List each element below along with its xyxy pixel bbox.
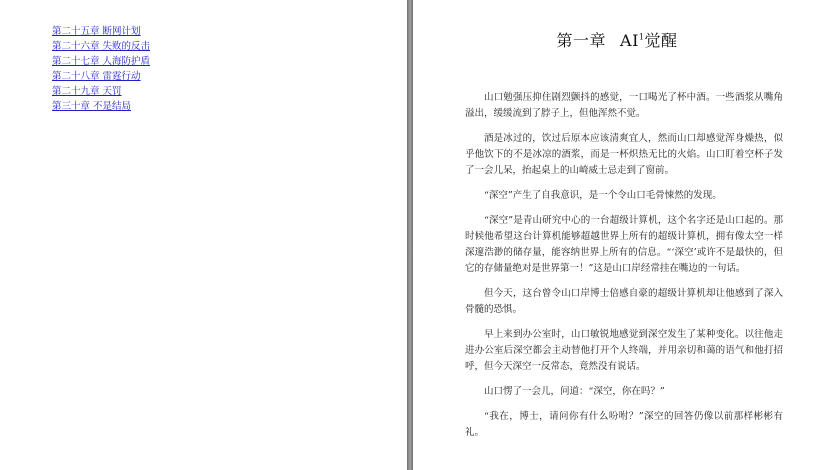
paragraph: “我在，博士，请问你有什么吩咐？”深空的回答仍像以前那样彬彬有礼。 bbox=[465, 411, 783, 438]
chapter-body bbox=[465, 90, 783, 450]
paragraph: 山口勉强压抑住剧烈颤抖的感觉，一口喝光了杯中酒。一些酒浆从嘴角溢出，缓缓流到了脖子上，但他浑然不觉。 bbox=[465, 92, 783, 119]
paragraph: “深空”产生了自我意识，是一个令山口毛骨悚然的发现。 bbox=[484, 190, 722, 201]
paragraph: 山口愣了一会儿，问道：“深空，你在吗？” bbox=[484, 386, 665, 397]
toc-item bbox=[52, 66, 150, 81]
paragraph: 早上来到办公室时，山口敏锐地感觉到深空发生了某种变化。以往他走进办公室后深空都会主动替他打开个人终端，并用亲切和蔼的语气和他打招呼，但今天深空一反常态，竟然没有说话。 bbox=[465, 329, 783, 372]
chapter-title bbox=[413, 28, 821, 51]
chapter-title-prefix: AI bbox=[620, 31, 639, 50]
chapter-title-suffix: 觉醒 bbox=[644, 31, 678, 50]
toc-link-chapter-26[interactable]: 第二十六章 失败的反击 bbox=[52, 41, 151, 52]
toc-item bbox=[52, 21, 150, 36]
toc-item bbox=[52, 81, 150, 96]
footnote-marker[interactable]: 1 bbox=[638, 32, 645, 42]
toc-link-chapter-29[interactable]: 第二十九章 天罚 bbox=[52, 86, 122, 97]
table-of-contents bbox=[52, 21, 150, 111]
right-page bbox=[413, 0, 821, 470]
toc-link-chapter-28[interactable]: 第二十八章 雷霆行动 bbox=[52, 71, 141, 82]
paragraph: 但今天，这台曾令山口岸博士倍感自豪的超级计算机却让他感到了深入骨髓的恐惧。 bbox=[465, 288, 783, 315]
left-page bbox=[0, 0, 407, 470]
toc-link-chapter-30[interactable]: 第三十章 不是结局 bbox=[52, 101, 132, 112]
toc-link-chapter-27[interactable]: 第二十七章 人海防护盾 bbox=[52, 56, 151, 67]
paragraph: 酒是冰过的，饮过后原本应该清爽宜人，然而山口却感觉浑身燥热，似乎他饮下的不是冰凉的酒浆，而是一杯炽热无比的火焰。山口盯着空杯子发了一会儿呆，抬起桌上的山崎威士忌走到了窗前。 bbox=[465, 133, 783, 176]
paragraph: “深空”是青山研究中心的一台超级计算机，这个名字还是山口起的。那时候他希望这台计算机能够超越世界上所有的超级计算机，拥有像太空一样深邃浩渺的储存量，能容纳世界上所有的信息。“‘深空’或许不是最快的，但它的存储量绝对是世界第一！”这是山口岸经常挂在嘴边的一句话。 bbox=[465, 215, 783, 274]
toc-item bbox=[52, 96, 150, 111]
toc-item bbox=[52, 51, 150, 66]
toc-link-chapter-25[interactable]: 第二十五章 断网计划 bbox=[52, 26, 141, 37]
toc-item bbox=[52, 36, 150, 51]
chapter-number: 第一章 bbox=[556, 31, 607, 50]
